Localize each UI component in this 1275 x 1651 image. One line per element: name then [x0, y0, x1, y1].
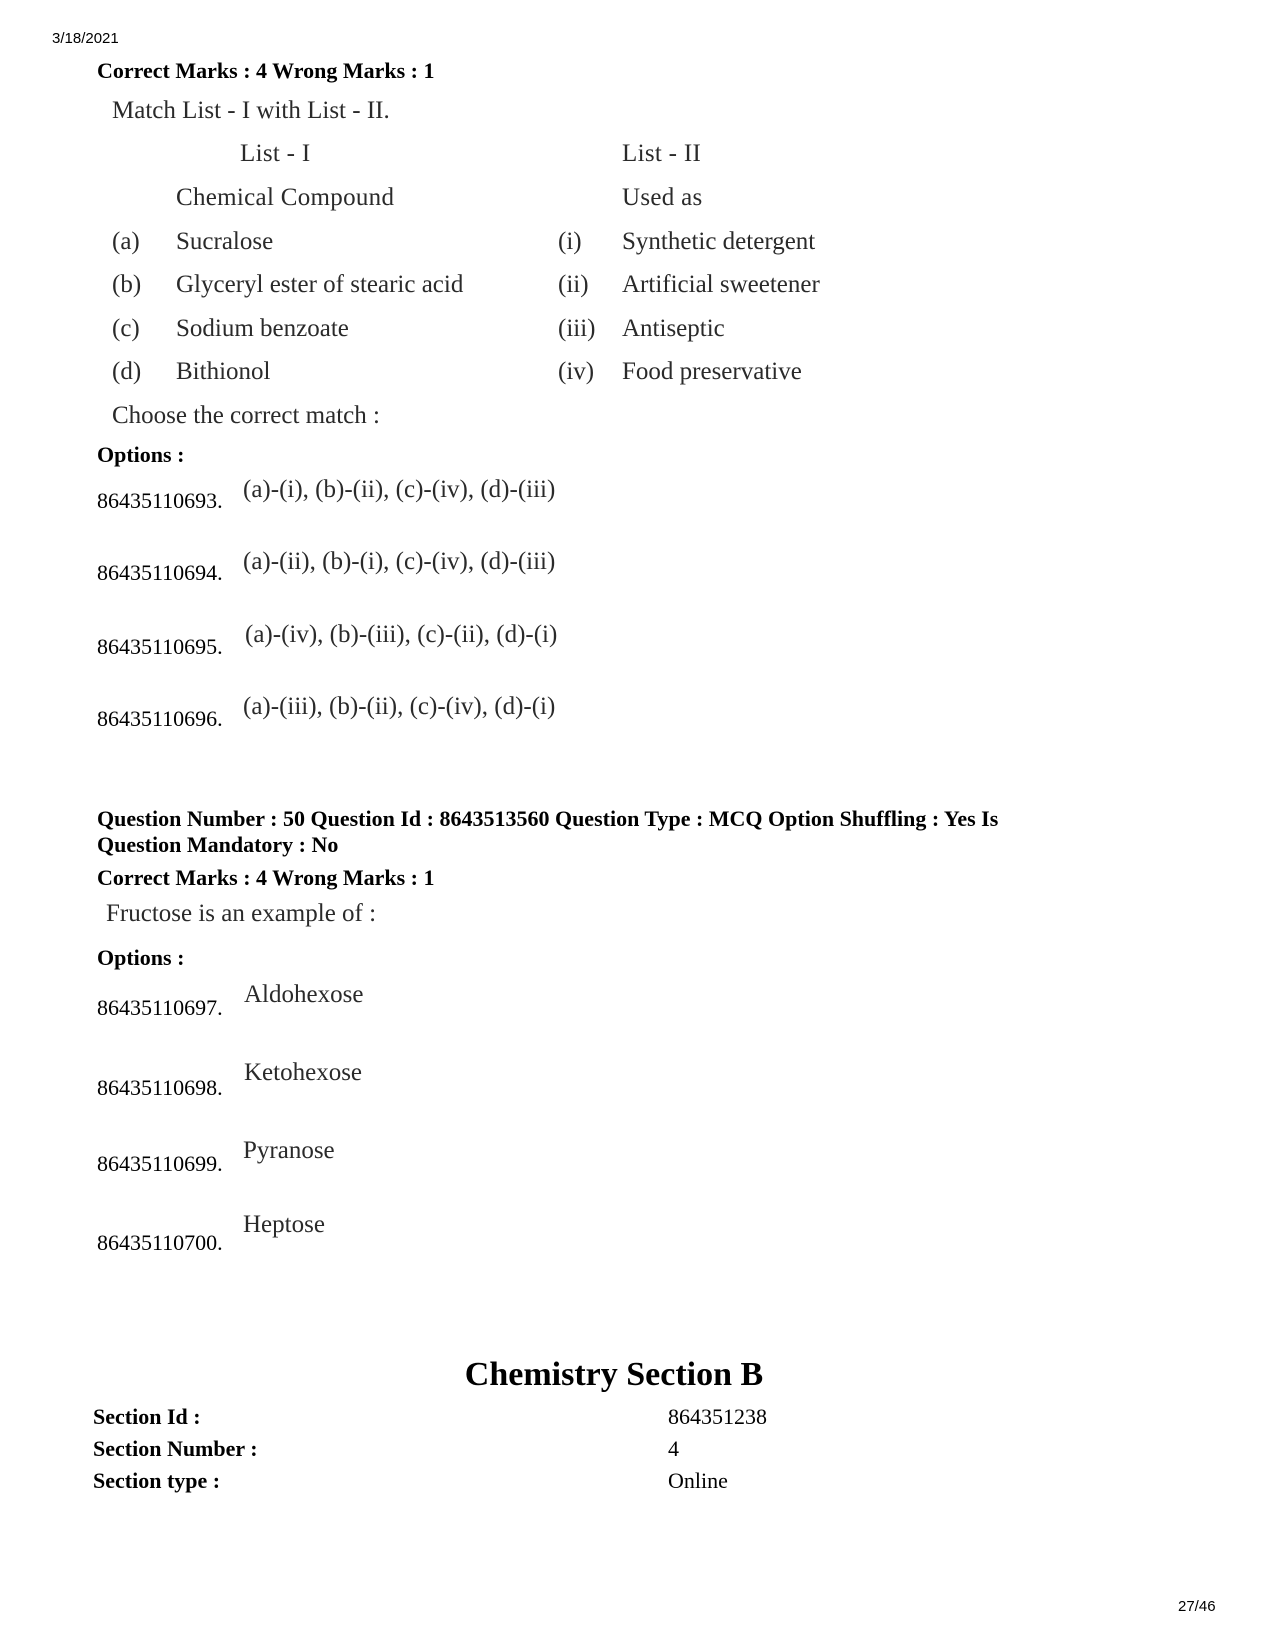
q50-meta-line2: Question Mandatory : No: [97, 832, 339, 857]
print-date: 3/18/2021: [52, 30, 119, 47]
q50-option-1-id: 86435110697.: [97, 995, 223, 1020]
row-d-label: (d): [112, 358, 142, 385]
section-id-value: 864351238: [668, 1404, 767, 1429]
q49-option-1-text: (a)-(i), (b)-(ii), (c)-(iv), (d)-(iii): [243, 476, 556, 503]
q50-option-3-id: 86435110699.: [97, 1151, 223, 1176]
q50-marks: Correct Marks : 4 Wrong Marks : 1: [97, 865, 435, 890]
q50-meta-line1: Question Number : 50 Question Id : 8643513560 Question Type : MCQ Option Shuffling : Yes Is: [97, 806, 999, 831]
row-iii-label: (iii): [558, 315, 596, 342]
q49-options-label: Options :: [97, 442, 185, 467]
row-ii-label: (ii): [558, 271, 589, 298]
q50-prompt: Fructose is an example of :: [106, 900, 377, 927]
section-number-label: Section Number :: [93, 1436, 258, 1461]
list1-subheading: Chemical Compound: [176, 184, 395, 211]
row-b-item: Glyceryl ester of stearic acid: [176, 271, 464, 298]
q49-prompt: Match List - I with List - II.: [112, 97, 390, 124]
row-a-item: Sucralose: [176, 228, 274, 255]
row-iii-use: Antiseptic: [622, 315, 725, 342]
page-number: 27/46: [1178, 1598, 1216, 1615]
section-type-label: Section type :: [93, 1468, 221, 1493]
q50-option-1-text: Aldohexose: [244, 981, 364, 1008]
row-a-label: (a): [112, 228, 140, 255]
section-title: Chemistry Section B: [464, 1356, 764, 1393]
q49-option-3-id: 86435110695.: [97, 634, 223, 659]
row-b-label: (b): [112, 271, 142, 298]
list2-subheading: Used as: [622, 184, 703, 211]
row-c-label: (c): [112, 315, 140, 342]
q50-option-2-id: 86435110698.: [97, 1075, 223, 1100]
q50-options-label: Options :: [97, 945, 185, 970]
q49-option-4-text: (a)-(iii), (b)-(ii), (c)-(iv), (d)-(i): [243, 693, 556, 720]
q49-option-2-id: 86435110694.: [97, 560, 223, 585]
row-i-use: Synthetic detergent: [622, 228, 816, 255]
q49-option-4-id: 86435110696.: [97, 706, 223, 731]
q50-option-4-id: 86435110700.: [97, 1230, 223, 1255]
section-number-value: 4: [668, 1436, 679, 1461]
q49-marks: Correct Marks : 4 Wrong Marks : 1: [97, 58, 435, 83]
q50-option-3-text: Pyranose: [243, 1137, 335, 1164]
q49-option-3-text: (a)-(iv), (b)-(iii), (c)-(ii), (d)-(i): [245, 621, 558, 648]
section-id-label: Section Id :: [93, 1404, 201, 1429]
list1-heading: List - I: [240, 140, 311, 167]
q49-instruction: Choose the correct match :: [112, 402, 380, 429]
row-c-item: Sodium benzoate: [176, 315, 349, 342]
q49-option-1-id: 86435110693.: [97, 488, 223, 513]
row-iv-label: (iv): [558, 358, 595, 385]
list2-heading: List - II: [622, 140, 702, 167]
row-i-label: (i): [558, 228, 582, 255]
row-d-item: Bithionol: [176, 358, 271, 385]
row-ii-use: Artificial sweetener: [622, 271, 820, 298]
row-iv-use: Food preservative: [622, 358, 802, 385]
q49-option-2-text: (a)-(ii), (b)-(i), (c)-(iv), (d)-(iii): [243, 548, 556, 575]
q50-option-2-text: Ketohexose: [244, 1059, 363, 1086]
section-type-value: Online: [668, 1468, 728, 1493]
q50-option-4-text: Heptose: [243, 1211, 325, 1238]
